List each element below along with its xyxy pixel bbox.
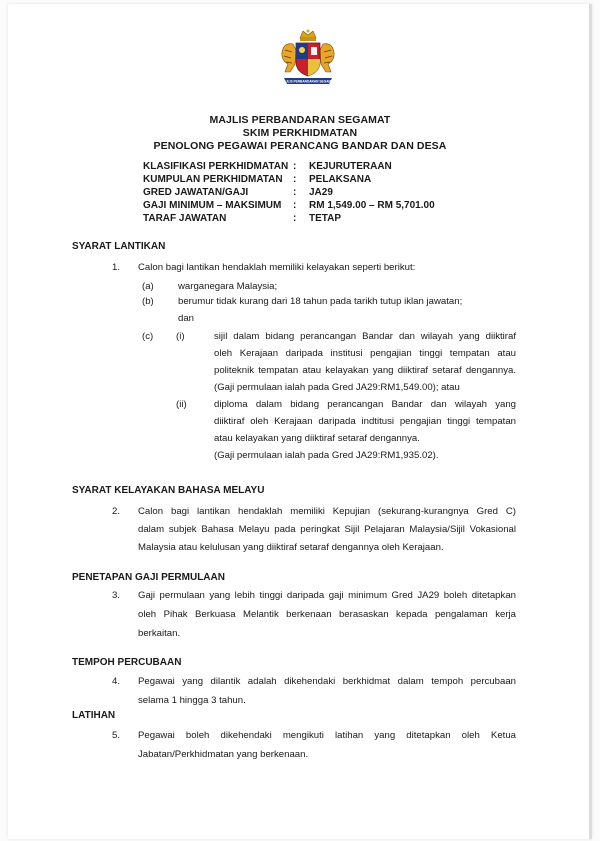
detail-value: PELAKSANA — [309, 174, 372, 185]
text-line: politeknik tempatan atau kelayakan yang diiktiraf setaraf dengannya. — [214, 365, 516, 376]
subitem-text-i — [214, 331, 516, 394]
detail-row — [143, 213, 341, 224]
text-line: selama 1 hingga 3 tahun. — [138, 695, 246, 706]
subitem-label-i: (i) — [176, 331, 185, 342]
crest-ribbon-text: MAJLIS PERBANDARAN SEGAMAT — [280, 79, 336, 84]
clause-text — [138, 506, 516, 554]
text-line: Malaysia atau kelulusan yang diiktiraf setaraf dengannya oleh Kerajaan. — [138, 542, 444, 553]
section-heading-syarat-lantikan: SYARAT LANTIKAN — [72, 241, 166, 252]
subitem-text-ii — [214, 399, 516, 462]
clause-number: 1. — [111, 262, 120, 273]
detail-colon: : — [293, 200, 297, 211]
detail-colon: : — [293, 161, 297, 172]
detail-label: TARAF JAWATAN — [143, 213, 227, 224]
clause-text — [138, 676, 516, 707]
text-line: (Gaji permulaan ialah pada Gred JA29:RM1,549.00); atau — [214, 382, 460, 393]
section-heading-tempoh-percubaan: TEMPOH PERCUBAAN — [72, 657, 182, 668]
detail-colon: : — [293, 213, 297, 224]
conjunction-text: dan — [178, 313, 195, 324]
item-label-b: (b) — [142, 296, 154, 307]
clause-text — [138, 590, 516, 640]
scheme-title: SKIM PERKHIDMATAN — [242, 127, 358, 139]
clause-number: 4. — [111, 676, 120, 687]
detail-row — [143, 187, 333, 198]
text-line: (Gaji permulaan ialah pada Gred JA29:RM1,935.02). — [214, 450, 439, 461]
clause-number: 5. — [111, 730, 120, 741]
item-label-a: (a) — [142, 281, 154, 292]
council-name: MAJLIS PERBANDARAN SEGAMAT — [209, 114, 391, 126]
detail-row — [143, 174, 371, 185]
text-line: Calon bagi lantikan hendaklah memiliki Kepujian (sekurang-kurangnya Gred C) — [138, 506, 516, 517]
text-line: sijil dalam bidang perancangan Bandar dan wilayah yang diiktiraf — [214, 331, 516, 342]
text-line: Pegawai boleh dikehendaki mengikuti latihan yang ditetapkan oleh Ketua — [138, 730, 516, 741]
detail-value: RM 1,549.00 – RM 5,701.00 — [309, 200, 435, 211]
text-line: diploma dalam bidang perancangan Bandar dan wilayah yang — [214, 399, 516, 410]
section-heading-gaji-permulaan: PENETAPAN GAJI PERMULAAN — [72, 572, 225, 583]
text-line: oleh Pihak Berkuasa Melantik berkenaan berasaskan kepada pengalaman kerja — [138, 609, 516, 620]
detail-row — [143, 161, 392, 172]
detail-label: GAJI MINIMUM – MAKSIMUM — [143, 200, 282, 211]
detail-value: KEJURUTERAAN — [309, 161, 392, 172]
text-line: dalam subjek Bahasa Melayu pada peringkat Sijil Pelajaran Malaysia/Sijil Vokasional — [138, 524, 516, 535]
text-line: Pegawai yang dilantik adalah dikehendaki berkhidmat dalam tempoh percubaan — [138, 676, 516, 687]
item-text-a: warganegara Malaysia; — [178, 281, 278, 292]
post-title: PENOLONG PEGAWAI PERANCANG BANDAR DAN DESA — [153, 140, 447, 152]
item-text-b: berumur tidak kurang dari 18 tahun pada tarikh tutup iklan jawatan; — [178, 296, 463, 307]
clause-text — [138, 730, 516, 761]
clause-number: 3. — [111, 590, 120, 601]
clause-number: 2. — [111, 506, 120, 517]
item-label-c: (c) — [142, 331, 154, 342]
text-line: Gaji permulaan yang lebih tinggi daripada gaji minimum Gred JA29 boleh ditetapkan — [138, 590, 516, 601]
detail-value: TETAP — [309, 213, 342, 224]
detail-label: KLASIFIKASI PERKHIDMATAN — [143, 161, 289, 172]
text-line: diiktiraf oleh Kerajaan daripada indtitusi pengajian tinggi tempatan — [214, 416, 516, 427]
section-heading-latihan: LATIHAN — [72, 710, 116, 721]
detail-row — [143, 200, 435, 211]
detail-colon: : — [293, 174, 297, 185]
section-heading-bahasa-melayu: SYARAT KELAYAKAN BAHASA MELAYU — [72, 485, 265, 496]
detail-label: KUMPULAN PERKHIDMATAN — [143, 174, 283, 185]
detail-colon: : — [293, 187, 297, 198]
subitem-label-ii: (ii) — [176, 399, 187, 410]
clause-text: Calon bagi lantikan hendaklah memiliki kelayakan seperti berikut: — [138, 262, 416, 273]
detail-label: GRED JAWATAN/GAJI — [143, 187, 249, 198]
text-line: atau kelayakan yang diiktiraf setaraf dengannya. — [214, 433, 420, 444]
text-line: oleh Kerajaan daripada institusi pengajian tinggi tempatan atau — [214, 348, 516, 359]
text-line: Jabatan/Perkhidmatan yang berkenaan. — [138, 749, 309, 760]
coat-of-arms-icon — [276, 28, 340, 88]
detail-value: JA29 — [309, 187, 333, 198]
text-line: berkaitan. — [138, 628, 181, 639]
